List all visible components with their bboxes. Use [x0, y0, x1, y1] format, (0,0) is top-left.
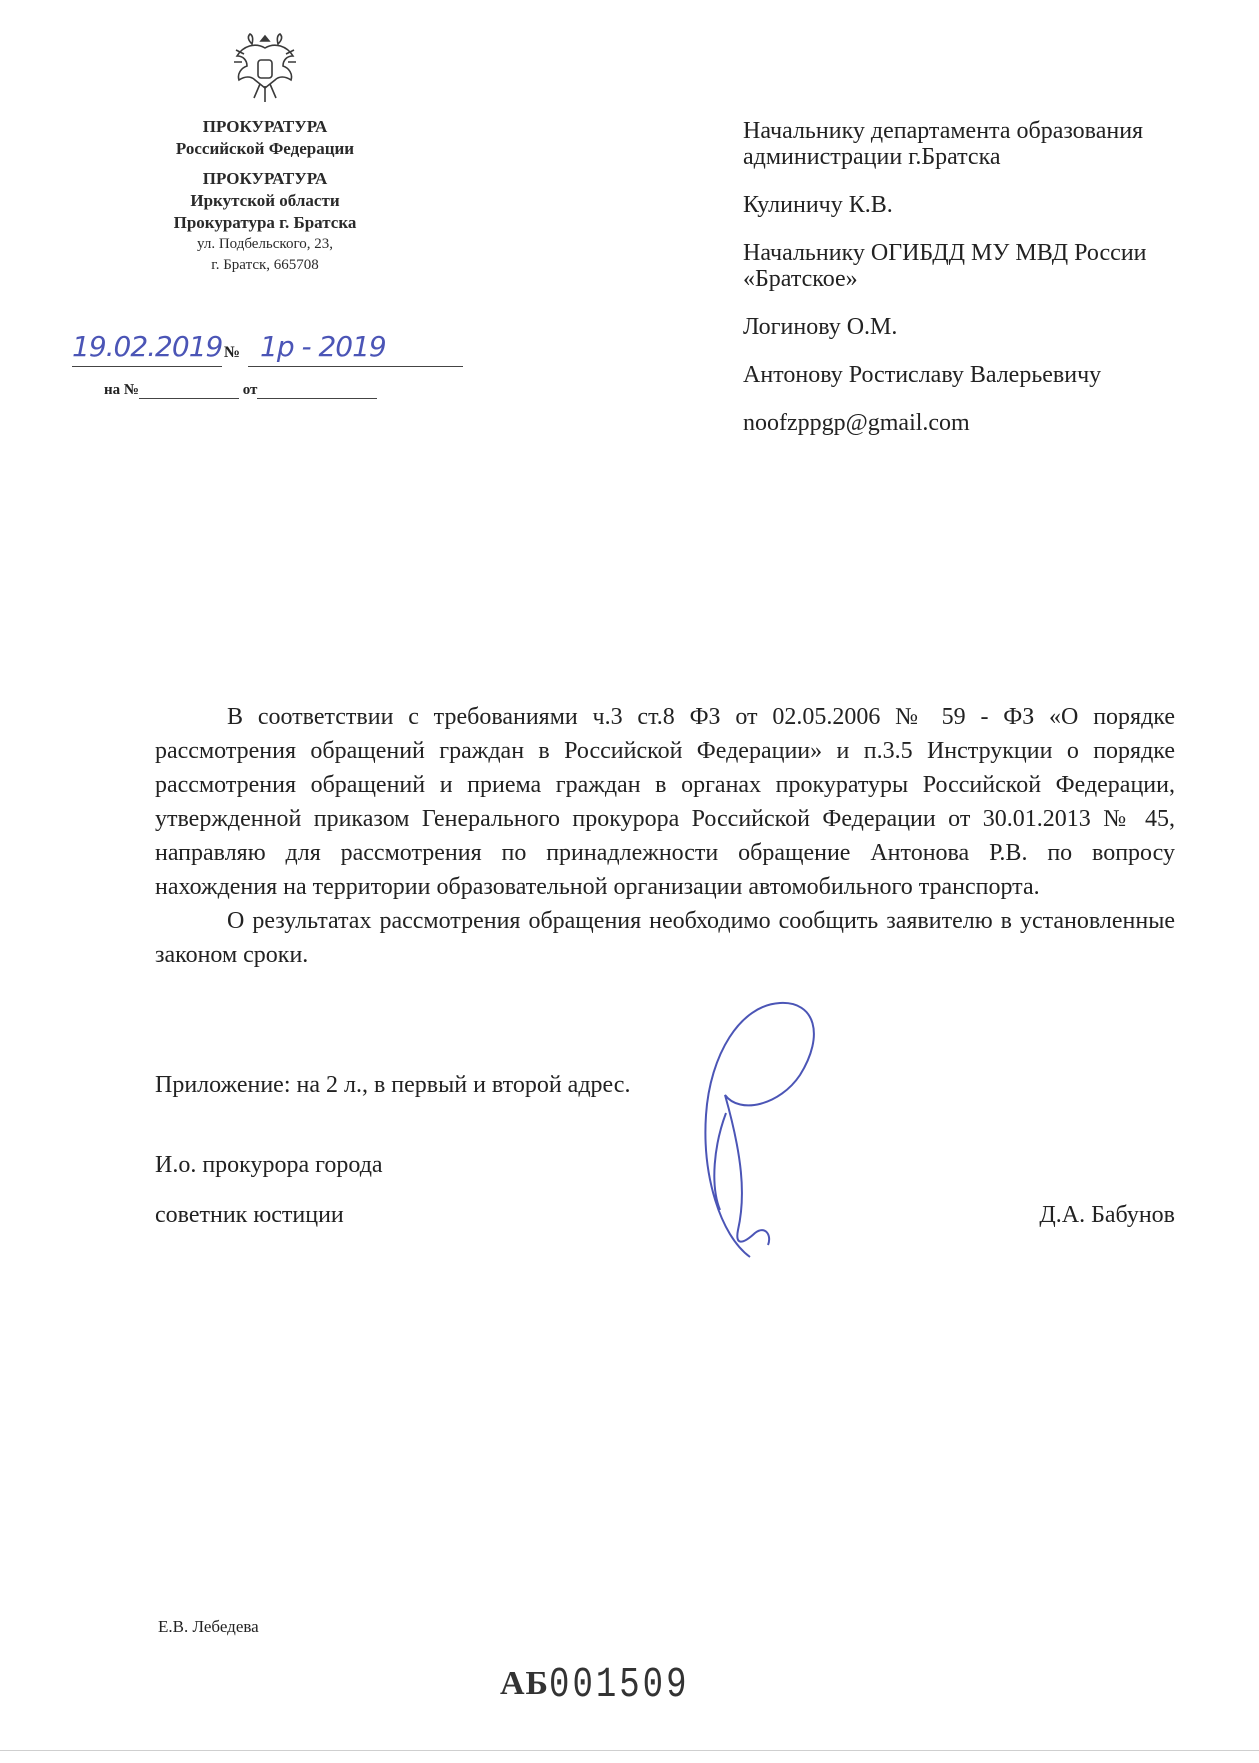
- org-address-city: г. Братск, 665708: [211, 257, 319, 273]
- org-title-city: Прокуратура г. Братска: [173, 213, 357, 232]
- body-paragraph-main: В соответствии с требованиями ч.3 ст.8 ФЗ от 02.05.2006 № 59 - ФЗ «О порядке рассмотрения обращений граждан в Российской Федерации» и п.3.5 Инструкции о порядке рассмотрения обращений и приема граждан в органах прокуратуры Российской Федерации, утвержденной приказом Генерального прокурора Российской Федерации от 30.01.2013 № 45, направляю для рассмотрения по принадлежности обращение Антонова Р.В. по вопросу нахождения на территории образовательной организации автомобильного транспорта.: [155, 704, 1175, 900]
- serial-prefix: АБ: [500, 1665, 550, 1702]
- attachment-note: Приложение: на 2 л., в первый и второй адрес.: [155, 1072, 631, 1098]
- registration-number: 1р - 2019: [260, 330, 386, 363]
- number-underline: [248, 366, 463, 367]
- body-paragraph-notice: О результатах рассмотрения обращения необходимо сообщить заявителю в установленные законом сроки.: [155, 908, 1175, 968]
- signatory-rank: советник юстиции: [155, 1202, 344, 1228]
- addressee-education-name: Кулиничу К.В.: [743, 192, 893, 218]
- registration-number-label: №: [224, 344, 241, 361]
- registration-line: [72, 330, 402, 370]
- reference-number-label: на №: [104, 382, 139, 398]
- date-underline: [72, 366, 222, 367]
- coat-of-arms-icon: [230, 30, 300, 110]
- addressee-police-name: Логинову О.М.: [743, 314, 898, 340]
- letter-body: [155, 700, 1175, 972]
- handwritten-signature: [680, 995, 830, 1265]
- registration-date: 19.02.2019: [72, 330, 223, 363]
- serial-digits: 001509: [549, 1662, 690, 1710]
- signatory-name: Д.А. Бабунов: [1039, 1202, 1175, 1228]
- reference-number-blank: [139, 384, 239, 399]
- reference-date-blank: [257, 384, 377, 399]
- executor-name: Е.В. Лебедева: [158, 1617, 259, 1636]
- org-subtitle-federal: Российской Федерации: [175, 139, 355, 158]
- page-bottom-edge: [0, 1750, 1259, 1751]
- addressee-block: [743, 118, 1175, 458]
- org-title-regional: ПРОКУРАТУРА: [202, 169, 328, 188]
- org-address-street: ул. Подбельского, 23,: [197, 236, 333, 252]
- org-subtitle-regional: Иркутской области: [190, 191, 340, 210]
- reference-date-label: от: [242, 382, 258, 398]
- signatory-position: И.о. прокурора города: [155, 1152, 383, 1178]
- addressee-applicant-name: Антонову Ростиславу Валерьевичу: [743, 362, 1102, 388]
- addressee-education-title: Начальнику департамента образования администрации г.Братска: [743, 118, 1144, 170]
- form-serial-number: [500, 1662, 690, 1710]
- addressee-applicant-email: noofzppgp@gmail.com: [743, 410, 970, 436]
- addressee-police-title: Начальнику ОГИБДД МУ МВД России «Братское»: [743, 240, 1147, 292]
- reference-line: [104, 382, 377, 399]
- org-title-federal: ПРОКУРАТУРА: [202, 117, 328, 136]
- letterhead: [130, 30, 400, 276]
